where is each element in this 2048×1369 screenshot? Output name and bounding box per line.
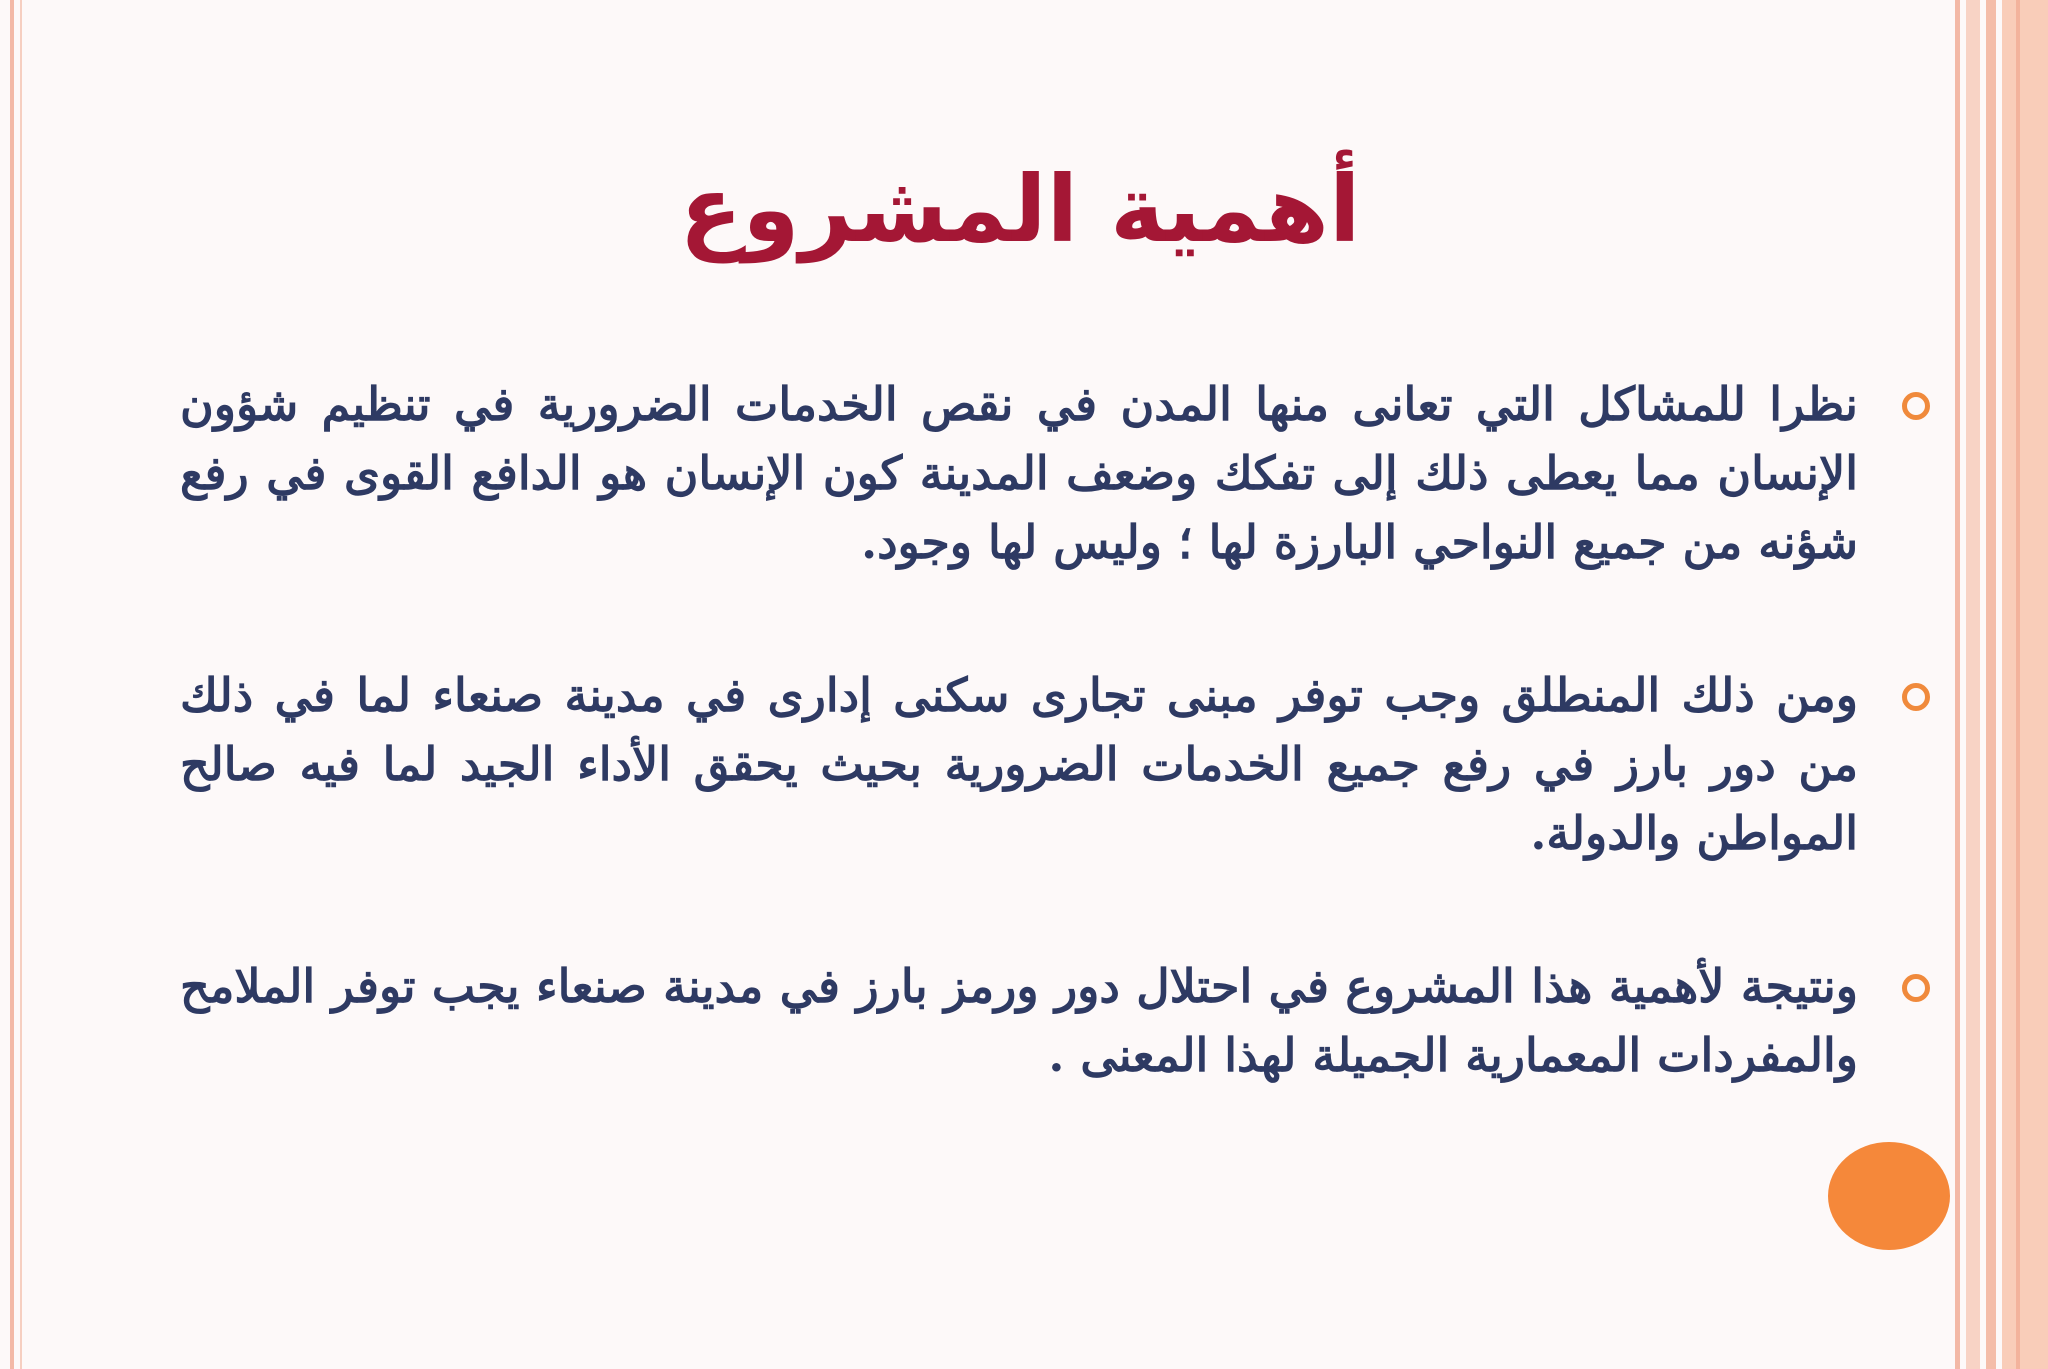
ring-bullet-icon — [1902, 683, 1930, 711]
right-decor-stripe — [1955, 0, 1960, 1369]
slide-title: أهمية المشروع — [679, 156, 1361, 263]
left-border-line — [10, 0, 14, 1369]
bullet-text: نظرا للمشاكل التي تعانى منها المدن في نقص الخدمات الضرورية في تنظيم شؤون الإنسان مما يعطى ذلك إلى تفكك وضعف المدينة كون الإنسان هو الدافع القوى في رفع شؤنه من جميع النواحي البارزة لها ؛ وليس لها وجود. — [180, 377, 1858, 569]
bullet-item — [180, 661, 1860, 868]
orange-circle-decoration — [1828, 1142, 1950, 1250]
ring-bullet-icon — [1902, 974, 1930, 1002]
bullet-text: ومن ذلك المنطلق وجب توفر مبنى تجارى سكنى إدارى في مدينة صنعاء لما في ذلك من دور بارز في رفع جميع الخدمات الضرورية بحيث يحقق الأداء الجيد لما فيه صالح المواطن والدولة. — [180, 668, 1858, 860]
right-decor-stripe — [1986, 0, 1996, 1369]
right-decor-stripe — [2002, 0, 2048, 1369]
ring-bullet-icon — [1902, 392, 1930, 420]
bullet-item — [180, 952, 1860, 1090]
right-decor-stripe — [1966, 0, 1980, 1369]
bullet-text: ونتيجة لأهمية هذا المشروع في احتلال دور ورمز بارز في مدينة صنعاء يجب توفر الملامح والمفردات المعمارية الجميلة لهذا المعنى . — [180, 959, 1858, 1082]
left-border-line-inner — [20, 0, 22, 1369]
bullet-item — [180, 370, 1860, 577]
right-decor-stripe — [2016, 0, 2020, 1369]
bullet-list — [180, 370, 1860, 1090]
